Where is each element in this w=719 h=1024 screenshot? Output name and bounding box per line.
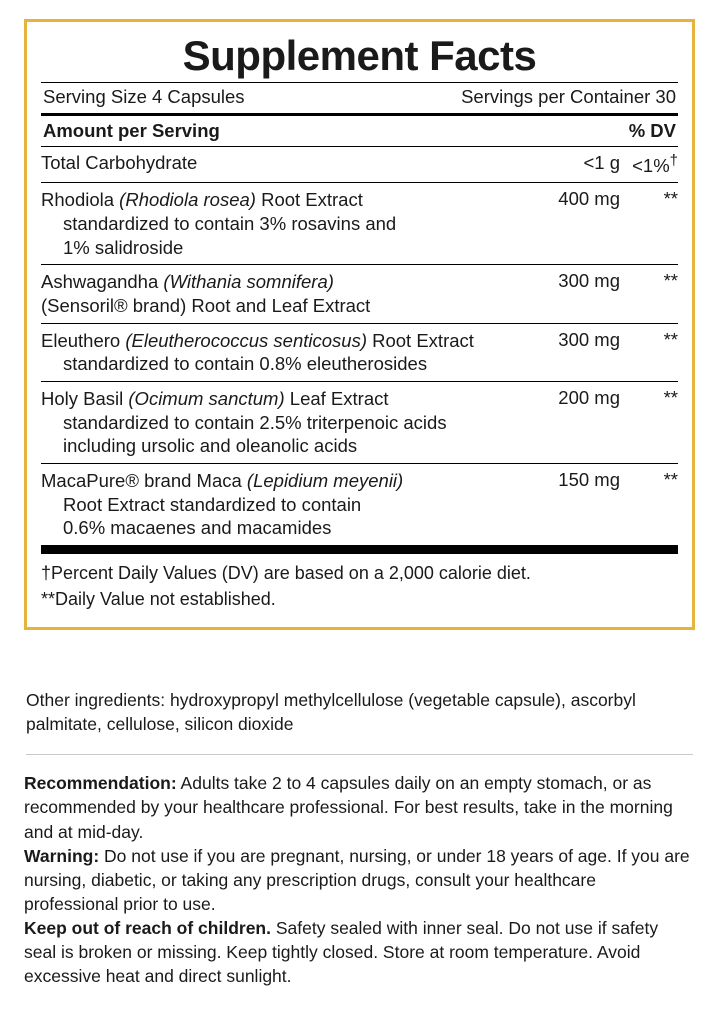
amount-header-row (41, 116, 678, 146)
ingredient-dv: ** (620, 265, 678, 323)
amount-per-serving-header: Amount per Serving (43, 120, 220, 142)
ingredient-name (41, 323, 528, 381)
nutrition-table (41, 147, 678, 545)
ingredient-name (41, 265, 528, 323)
panel-title: Supplement Facts (182, 32, 537, 79)
supplement-facts-panel (24, 19, 695, 630)
table-row (41, 183, 678, 265)
ingredient-name-latin: (Lepidium meyenii) (246, 469, 404, 491)
table-row (41, 381, 678, 463)
ingredient-detail-line: standardized to contain 3% rosavins and (63, 212, 397, 234)
ingredient-name-main: Eleuthero (41, 329, 126, 351)
ingredient-name (41, 381, 528, 463)
ingredient-dv: ** (620, 323, 678, 381)
footnote-no-dv: **Daily Value not established. (41, 589, 276, 610)
ingredient-amount: 150 mg (528, 463, 620, 545)
recommendation-text: Adults take 2 to 4 capsules daily on an empty stomach, or as recommended by your healthcare professional. For best results, take in the morning and at mid-day. (24, 773, 673, 842)
ingredient-name-main: MacaPure® brand Maca (41, 469, 247, 491)
recommendation-label: Recommendation: (24, 773, 177, 794)
ingredient-amount: 200 mg (528, 381, 620, 463)
ingredient-detail-line: Root Extract standardized to contain (63, 493, 362, 515)
keep-out-text: Safety sealed with inner seal. Do not use if safety seal is broken or missing. Keep tightly closed. Store at room temperature. Avoid excessive heat and direct sunlight. (24, 918, 659, 987)
ingredient-dv: ** (620, 183, 678, 265)
footnote-divider (41, 545, 678, 554)
ingredient-detail-line: (Sensoril® brand) Root and Leaf Extract (41, 294, 371, 316)
servings-per-container: Servings per Container 30 (461, 86, 676, 108)
keep-out-label: Keep out of reach of children. (24, 918, 271, 939)
ingredient-detail-line: including ursolic and oleanolic acids (63, 435, 358, 457)
carbohydrate-dv-mark: † (669, 152, 678, 170)
carbohydrate-dv-value: <1% (632, 155, 670, 177)
warning-text: Do not use if you are pregnant, nursing, or under 18 years of age. If you are nursing, diabetic, or taking any prescription drugs, consult your healthcare professional prior to use. (24, 845, 690, 914)
carbohydrate-name: Total Carbohydrate (41, 152, 198, 174)
ingredient-name-tail: Leaf Extract (284, 387, 389, 409)
keep-out-of-reach-paragraph (24, 916, 695, 988)
ingredient-name-main: Ashwagandha (41, 271, 164, 293)
ingredient-name-latin: (Ocimum sanctum) (128, 387, 285, 409)
carbohydrate-amount: <1 g (583, 152, 620, 174)
ingredient-name-tail: Root Extract (255, 189, 363, 211)
ingredient-name-tail: Root Extract (366, 329, 474, 351)
table-row (41, 147, 678, 183)
ingredient-name (41, 463, 528, 545)
ingredient-detail-line: standardized to contain 0.8% eleutherosides (63, 353, 428, 375)
recommendation-paragraph (24, 771, 695, 843)
section-divider (26, 754, 693, 755)
ingredient-detail-line: 0.6% macaenes and macamides (63, 517, 332, 539)
table-row (41, 463, 678, 545)
ingredient-amount: 300 mg (528, 265, 620, 323)
ingredient-amount: 300 mg (528, 323, 620, 381)
carbohydrate-dv (620, 147, 678, 183)
footnote-daily-values: †Percent Daily Values (DV) are based on a 2,000 calorie diet. (41, 562, 531, 583)
footnotes (41, 554, 678, 613)
ingredient-detail-line: standardized to contain 2.5% triterpenoic acids (63, 411, 447, 433)
ingredient-name-main: Holy Basil (41, 387, 129, 409)
ingredient-name-main: Rhodiola (41, 189, 120, 211)
ingredient-name-latin: (Rhodiola rosea) (119, 189, 256, 211)
ingredient-dv: ** (620, 463, 678, 545)
table-row (41, 265, 678, 323)
ingredient-name-latin: (Withania somnifera) (163, 271, 334, 293)
ingredient-detail-line: 1% salidroside (63, 236, 184, 258)
warning-paragraph (24, 844, 695, 916)
serving-size: Serving Size 4 Capsules (43, 86, 245, 108)
ingredient-amount: 400 mg (528, 183, 620, 265)
table-row (41, 323, 678, 381)
warning-label: Warning: (24, 845, 100, 866)
ingredient-name (41, 183, 528, 265)
serving-info-row (41, 83, 678, 113)
percent-dv-header: % DV (628, 120, 676, 142)
label-body-text (24, 688, 695, 989)
ingredient-name-latin: (Eleutherococcus senticosus) (125, 329, 367, 351)
ingredient-dv: ** (620, 381, 678, 463)
other-ingredients: Other ingredients: hydroxypropyl methylcellulose (vegetable capsule), ascorbyl palmitate, cellulose, silicon dioxide (26, 690, 636, 735)
